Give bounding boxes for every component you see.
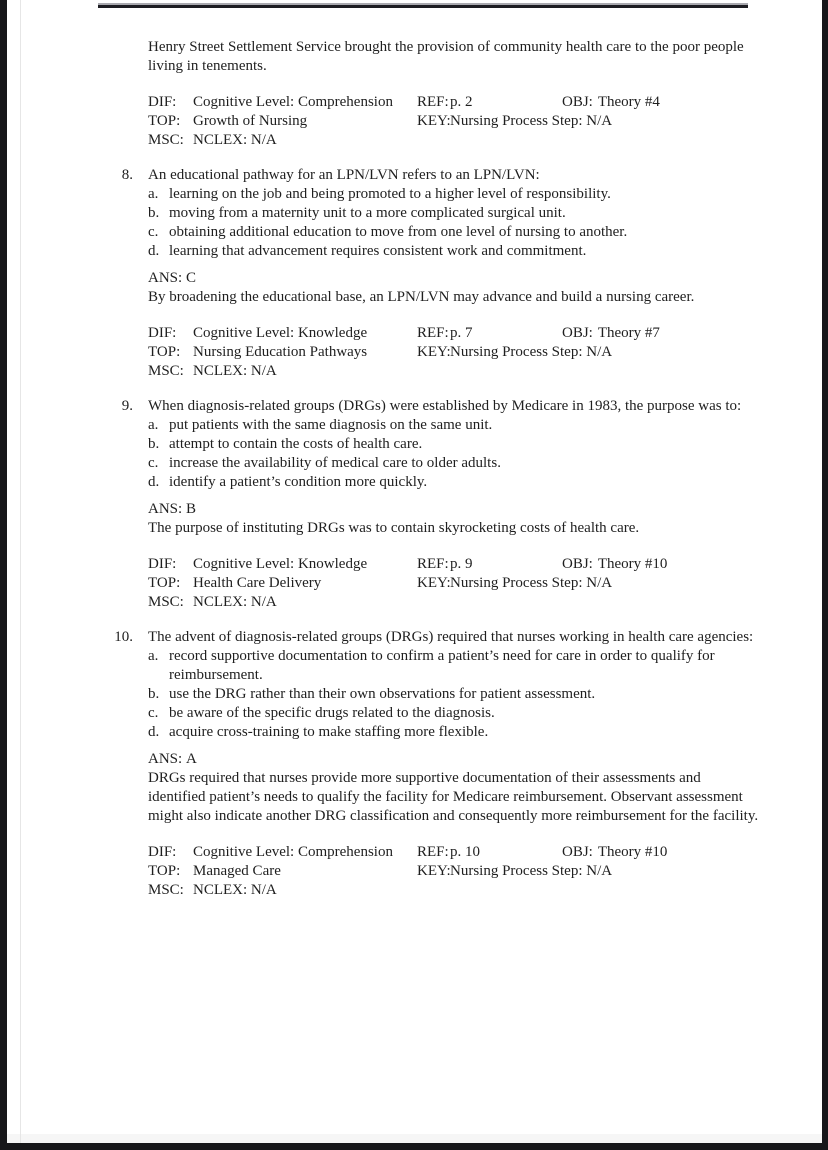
msc-field [148, 882, 277, 898]
ans-label: ANS: [148, 501, 183, 517]
key-value: Nursing Process Step: N/A [450, 344, 613, 360]
question-8 [121, 166, 760, 381]
option-d [148, 473, 760, 492]
key-field [417, 112, 612, 131]
msc-label: MSC: [148, 363, 184, 379]
ans-label: ANS: [148, 751, 183, 767]
question-number: 8. [121, 167, 133, 183]
option-text: obtaining additional education to move from one level of nursing to another. [169, 224, 628, 240]
ref-label: REF: [417, 94, 449, 110]
option-text: increase the availability of medical care to older adults. [169, 455, 501, 471]
question-number: 10. [114, 629, 133, 645]
key-value: Nursing Process Step: N/A [450, 575, 613, 591]
option-letter: d. [148, 474, 160, 490]
ref-value: p. 7 [450, 325, 473, 341]
key-label: KEY: [417, 344, 451, 360]
option-letter: c. [148, 224, 159, 240]
option-d [148, 242, 760, 261]
msc-field [148, 363, 277, 379]
intro-meta-block [148, 93, 760, 150]
ref-field [417, 93, 473, 112]
option-a [148, 185, 760, 204]
rationale: By broadening the educational base, an LPN/LVN may advance and build a nursing career. [148, 289, 695, 305]
options-list [148, 416, 760, 492]
msc-value: NCLEX: N/A [193, 363, 277, 379]
option-b [148, 685, 760, 704]
ref-value: p. 2 [450, 94, 473, 110]
msc-label: MSC: [148, 882, 184, 898]
obj-value: Theory #7 [597, 325, 660, 341]
top-field [148, 344, 367, 360]
option-text: learning on the job and being promoted to a higher level of responsibility. [169, 186, 611, 202]
dif-field [148, 94, 393, 110]
answer-value: C [186, 270, 197, 286]
meta-row [148, 881, 760, 900]
top-label: TOP: [148, 344, 181, 360]
option-letter: b. [148, 686, 160, 702]
key-field [417, 343, 612, 362]
dif-label: DIF: [148, 556, 177, 572]
meta-row [148, 343, 760, 362]
dif-field [148, 556, 367, 572]
option-text: identify a patient’s condition more quickly. [169, 474, 428, 490]
obj-field [562, 843, 667, 862]
top-value: Growth of Nursing [193, 113, 308, 129]
key-field [417, 862, 612, 881]
dif-value: Cognitive Level: Comprehension [193, 94, 393, 110]
obj-label: OBJ: [562, 94, 593, 110]
top-field [148, 575, 321, 591]
answer-line [148, 269, 760, 288]
option-text: attempt to contain the costs of health care. [169, 436, 423, 452]
dif-field [148, 844, 393, 860]
meta-block [148, 555, 760, 612]
dif-label: DIF: [148, 325, 177, 341]
key-label: KEY: [417, 863, 451, 879]
question-stem: When diagnosis-related groups (DRGs) were established by Medicare in 1983, the purpose was to: [148, 398, 742, 414]
obj-field [562, 324, 660, 343]
dif-field [148, 325, 367, 341]
obj-label: OBJ: [562, 844, 593, 860]
key-value: Nursing Process Step: N/A [450, 863, 613, 879]
msc-field [148, 132, 277, 148]
obj-value: Theory #10 [597, 556, 668, 572]
option-text: use the DRG rather than their own observations for patient assessment. [169, 686, 596, 702]
obj-label: OBJ: [562, 325, 593, 341]
meta-block [148, 843, 760, 900]
option-letter: c. [148, 455, 159, 471]
key-value: Nursing Process Step: N/A [450, 113, 613, 129]
meta-block [148, 324, 760, 381]
msc-value: NCLEX: N/A [193, 132, 277, 148]
top-label: TOP: [148, 863, 181, 879]
option-text: be aware of the specific drugs related to the diagnosis. [169, 705, 495, 721]
option-text: moving from a maternity unit to a more complicated surgical unit. [169, 205, 566, 221]
top-value: Managed Care [193, 863, 281, 879]
ref-field [417, 324, 473, 343]
meta-row [148, 93, 760, 112]
obj-value: Theory #10 [597, 844, 668, 860]
msc-label: MSC: [148, 594, 184, 610]
dif-value: Cognitive Level: Knowledge [193, 325, 368, 341]
meta-row [148, 112, 760, 131]
obj-value: Theory #4 [597, 94, 660, 110]
top-field [148, 113, 307, 129]
ref-label: REF: [417, 556, 449, 572]
dif-value: Cognitive Level: Knowledge [193, 556, 368, 572]
top-value: Health Care Delivery [193, 575, 322, 591]
obj-field [562, 93, 660, 112]
option-a [148, 647, 760, 685]
msc-value: NCLEX: N/A [193, 594, 277, 610]
answer-value: B [186, 501, 197, 517]
option-text: record supportive documentation to confirm a patient’s need for care in order to qualify for reimbursement. [169, 648, 715, 683]
ref-value: p. 9 [450, 556, 473, 572]
option-text: learning that advancement requires consistent work and commitment. [169, 243, 587, 259]
question-stem: An educational pathway for an LPN/LVN refers to an LPN/LVN: [148, 167, 540, 183]
document-content [114, 38, 760, 900]
msc-label: MSC: [148, 132, 184, 148]
header-rule [98, 3, 748, 8]
meta-row [148, 555, 760, 574]
option-c [148, 223, 760, 242]
option-letter: a. [148, 417, 159, 433]
ref-field [417, 843, 480, 862]
question-number: 9. [121, 398, 133, 414]
dif-label: DIF: [148, 94, 177, 110]
msc-field [148, 594, 277, 610]
meta-row [148, 574, 760, 593]
ref-field [417, 555, 473, 574]
rationale: The purpose of instituting DRGs was to contain skyrocketing costs of health care. [148, 520, 640, 536]
option-d [148, 723, 760, 742]
options-list [148, 647, 760, 742]
option-letter: b. [148, 205, 160, 221]
ref-label: REF: [417, 844, 449, 860]
obj-label: OBJ: [562, 556, 593, 572]
meta-row [148, 593, 760, 612]
question-9 [121, 397, 760, 612]
key-label: KEY: [417, 575, 451, 591]
options-list [148, 185, 760, 261]
option-b [148, 435, 760, 454]
top-label: TOP: [148, 575, 181, 591]
meta-row [148, 362, 760, 381]
key-label: KEY: [417, 113, 451, 129]
screen-edge-bottom [0, 1143, 828, 1150]
option-c [148, 454, 760, 473]
rationale: DRGs required that nurses provide more supportive documentation of their assessments and identified patient’s needs to qualify the facility for Medicare reimbursement. Observant assessment might also indicate another DRG classification and consequently more reimbursement for the facility. [148, 770, 759, 824]
top-value: Nursing Education Pathways [193, 344, 368, 360]
page-bottom-shade [7, 1134, 822, 1143]
dif-value: Cognitive Level: Comprehension [193, 844, 393, 860]
meta-row [148, 843, 760, 862]
top-field [148, 863, 281, 879]
option-letter: b. [148, 436, 160, 452]
top-label: TOP: [148, 113, 181, 129]
question-stem: The advent of diagnosis-related groups (DRGs) required that nurses working in health care agencies: [148, 629, 754, 645]
option-b [148, 204, 760, 223]
meta-row [148, 131, 760, 150]
option-a [148, 416, 760, 435]
screen-edge-left [0, 0, 7, 1150]
meta-row [148, 324, 760, 343]
answer-line [148, 500, 760, 519]
option-letter: c. [148, 705, 159, 721]
option-letter: a. [148, 648, 159, 664]
screen-edge-right [822, 0, 828, 1150]
option-c [148, 704, 760, 723]
key-field [417, 574, 612, 593]
msc-value: NCLEX: N/A [193, 882, 277, 898]
question-10 [114, 628, 760, 900]
option-letter: a. [148, 186, 159, 202]
answer-value: A [186, 751, 197, 767]
option-letter: d. [148, 243, 160, 259]
answer-line [148, 750, 760, 769]
meta-row [148, 862, 760, 881]
ref-label: REF: [417, 325, 449, 341]
ans-label: ANS: [148, 270, 183, 286]
option-text: put patients with the same diagnosis on the same unit. [169, 417, 493, 433]
ref-value: p. 10 [450, 844, 480, 860]
dif-label: DIF: [148, 844, 177, 860]
intro-paragraph: Henry Street Settlement Service brought the provision of community health care to the poor people living in tenements. [148, 39, 744, 74]
obj-field [562, 555, 667, 574]
option-text: acquire cross-training to make staffing more flexible. [169, 724, 489, 740]
option-letter: d. [148, 724, 160, 740]
page-edge-line [20, 0, 21, 1143]
